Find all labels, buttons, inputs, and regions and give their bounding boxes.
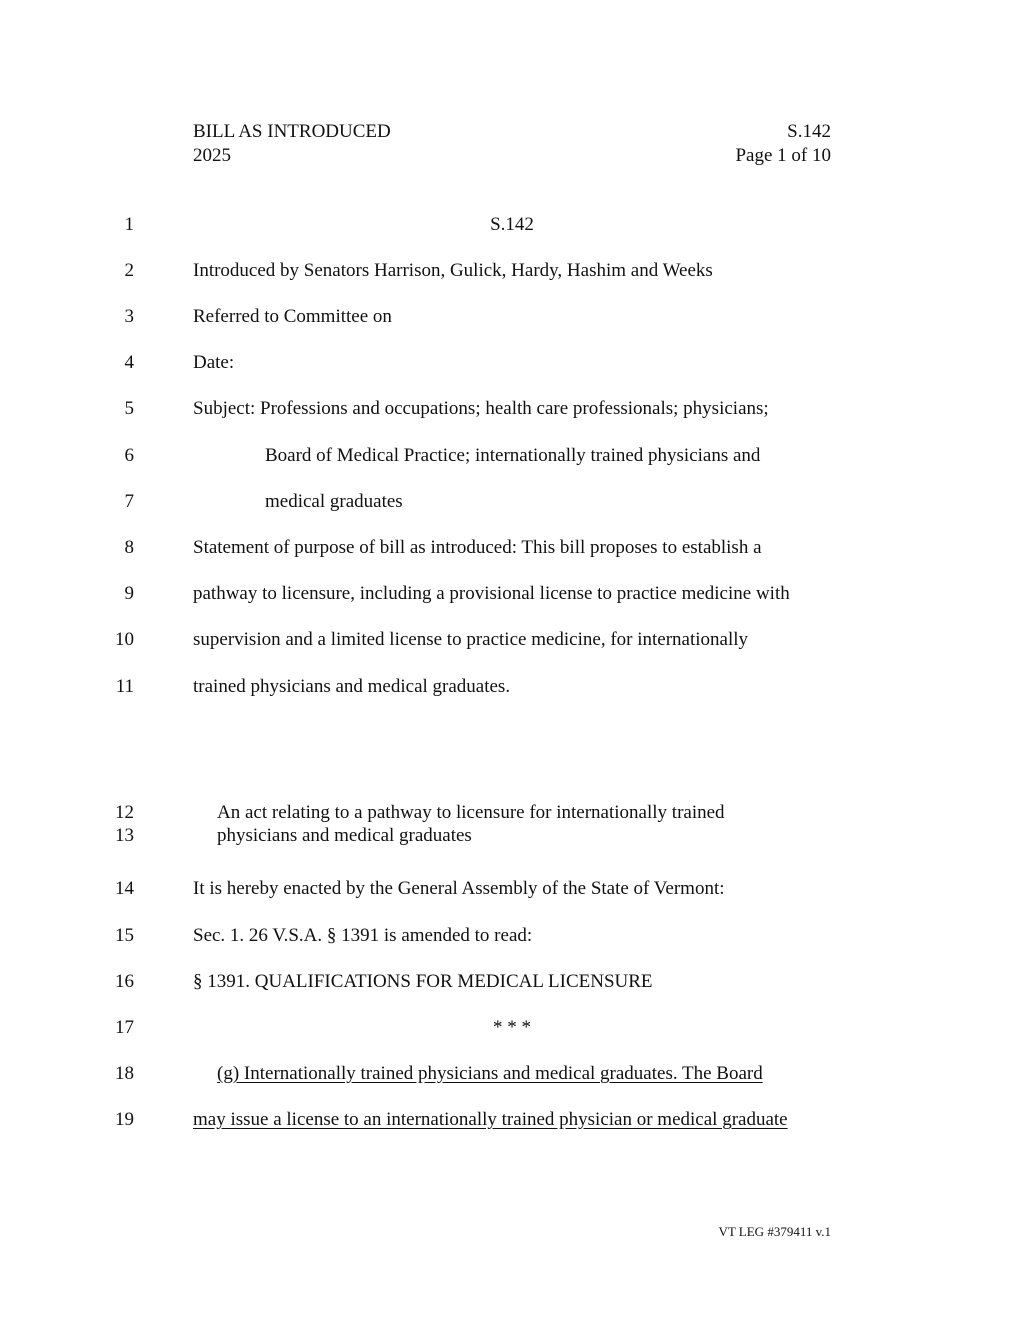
line-number: 5 (124, 398, 134, 419)
statement-of-purpose: pathway to licensure, including a provisional license to practice medicine with (193, 583, 790, 604)
line-number: 14 (115, 878, 134, 899)
bill-year: 2025 (193, 145, 231, 166)
statement-of-purpose: trained physicians and medical graduates. (193, 676, 511, 697)
line-number: 3 (124, 306, 134, 327)
subject-line: Subject: Professions and occupations; health care professionals; physicians; (193, 398, 769, 419)
bill-title: S.142 (490, 214, 534, 235)
page-indicator: Page 1 of 10 (735, 145, 831, 166)
subject-continuation: medical graduates (265, 491, 403, 512)
statement-of-purpose: supervision and a limited license to practice medicine, for internationally (193, 629, 749, 650)
line-number: 13 (115, 825, 134, 846)
subject-continuation: Board of Medical Practice; internationally trained physicians and (265, 445, 761, 466)
date-line: Date: (193, 352, 235, 373)
line-number: 6 (124, 445, 134, 466)
bill-number-header: S.142 (787, 121, 831, 142)
new-subsection-text: (g) Internationally trained physicians and medical graduates. The Board (217, 1063, 763, 1084)
enacting-clause: It is hereby enacted by the General Assembly of the State of Vermont: (193, 878, 725, 899)
bill-status: BILL AS INTRODUCED (193, 121, 391, 142)
line-number: 7 (124, 491, 134, 512)
statute-heading: § 1391. QUALIFICATIONS FOR MEDICAL LICENSURE (193, 971, 653, 992)
line-number: 1 (124, 214, 134, 235)
section-heading: Sec. 1. 26 V.S.A. § 1391 is amended to read: (193, 925, 533, 946)
line-number: 2 (124, 260, 134, 281)
line-number: 8 (124, 537, 134, 558)
act-title: An act relating to a pathway to licensure for internationally trained (217, 802, 725, 823)
act-title: physicians and medical graduates (217, 825, 472, 846)
line-number: 16 (115, 971, 134, 992)
new-subsection-text: may issue a license to an internationally trained physician or medical graduate (193, 1109, 788, 1130)
line-number: 19 (115, 1109, 134, 1130)
sponsors-line: Introduced by Senators Harrison, Gulick, Hardy, Hashim and Weeks (193, 260, 713, 281)
line-number: 12 (115, 802, 134, 823)
line-number: 10 (115, 629, 134, 650)
line-number: 4 (124, 352, 134, 373)
line-number: 15 (115, 925, 134, 946)
omission-marker: * * * (493, 1017, 531, 1038)
statement-of-purpose: Statement of purpose of bill as introduced: This bill proposes to establish a (193, 537, 762, 558)
line-number: 17 (115, 1017, 134, 1038)
committee-line: Referred to Committee on (193, 306, 392, 327)
line-number: 18 (115, 1063, 134, 1084)
line-number: 9 (124, 583, 134, 604)
line-number: 11 (115, 676, 134, 697)
document-id-footer: VT LEG #379411 v.1 (718, 1224, 831, 1239)
